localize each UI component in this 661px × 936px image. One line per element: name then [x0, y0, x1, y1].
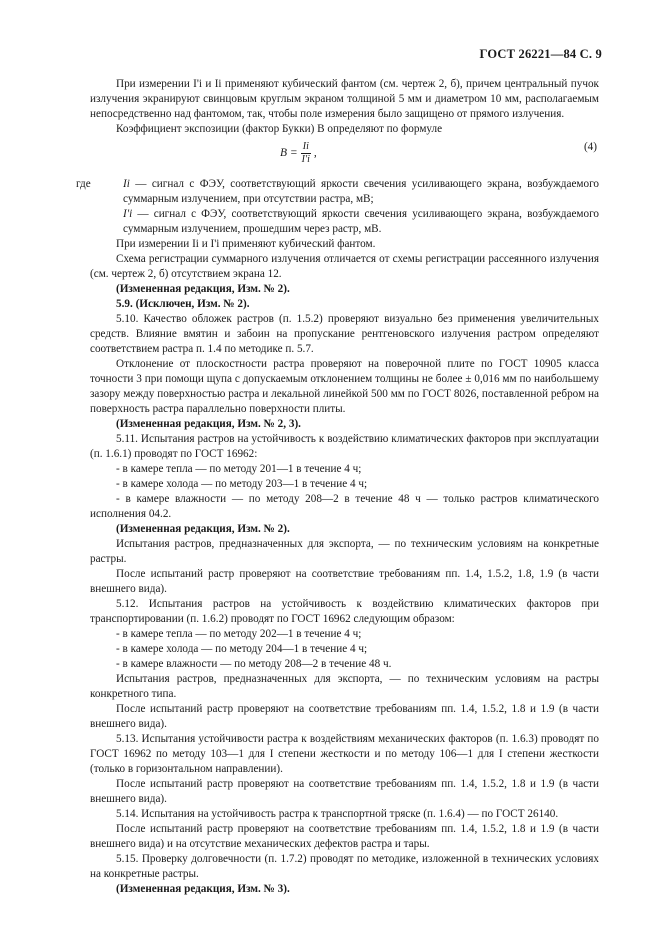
paragraph: После испытаний растр проверяют на соответствие требованиям пп. 1.4, 1.5.2, 1.8 и 1.9 (в части внешнего вида) и на отсутствие механических дефектов растра и тары. — [90, 823, 599, 850]
paragraph: Испытания растров, предназначенных для экспорта, — по техническим условиям на растры конкретного типа. — [90, 673, 599, 700]
section-5-11: 5.11. Испытания растров на устойчивость к воздействию климатических факторов при эксплуатации (п. 1.6.1) проводят по ГОСТ 16962: — [90, 433, 599, 460]
list-item: - в камере влажности — по методу 208—2 в течение 48 ч. — [116, 658, 392, 670]
section-5-15: 5.15. Проверку долговечности (п. 1.7.2) проводят по методике, изложенной в технических условиях на конкретные растры. — [90, 853, 599, 880]
amendment-note: (Измененная редакция, Изм. № 2). — [116, 523, 290, 535]
section-5-14: 5.14. Испытания на устойчивость растра к транспортной тряске (п. 1.6.4) — по ГОСТ 26140. — [116, 808, 559, 820]
definition-text: — сигнал с ФЭУ, соответствующий яркости свечения усиливающего экрана, возбуждаемого суммарным излучением, прошедшим через растр, мВ. — [123, 208, 599, 235]
section-5-12: 5.12. Испытания растров на устойчивость к воздействию климатических факторов при транспортировании (п. 1.6.2) проводят по ГОСТ 16962 следующим образом: — [90, 598, 599, 625]
formula-fraction — [300, 141, 312, 166]
paragraph: Коэффициент экспозиции (фактор Букки) B определяют по формуле — [116, 123, 443, 135]
paragraph: После испытаний растр проверяют на соответствие требованиям пп. 1.4, 1.5.2, 1.8 и 1.9 (в части внешнего вида). — [90, 778, 599, 805]
definition-item — [90, 207, 599, 237]
paragraph: Испытания растров, предназначенных для экспорта, — по техническим условиям на конкретные растры. — [90, 538, 599, 565]
paragraph: Отклонение от плоскостности растра проверяют на поверочной плите по ГОСТ 10905 класса точности 3 при помощи щупа с допускаемым отклонением толщины не более ± 0,016 мм по наибольшему зазору между поверхностью растра и лекальной линейкой 500 мм по ГОСТ 8026, поставленной ребром на поверхность растра параллельно поверхности плиты. — [90, 358, 599, 415]
document-body — [76, 77, 599, 897]
section-5-13: 5.13. Испытания устойчивости растра к воздействиям механических факторов (п. 1.6.3) проводят по ГОСТ 16962 по методу 103—1 для I степени жесткости и по методу 106—1 для I степени жесткости (только в горизонтальном направлении). — [90, 733, 599, 775]
section-5-10: 5.10. Качество обложек растров (п. 1.5.2) проверяют визуально без применения увеличительных средств. Влияние вмятин и забоин на пропускание рентгеновского излучения растром определяют соответствием растра п. 1.4 по методике п. 5.7. — [90, 313, 599, 355]
paragraph: После испытаний растр проверяют на соответствие требованиям пп. 1.4, 1.5.2, 1.8, 1.9 (в части внешнего вида). — [90, 568, 599, 595]
formula — [280, 141, 317, 166]
formula-lhs: B = — [280, 147, 298, 159]
paragraph: Схема регистрации суммарного излучения отличается от схемы регистрации рассеянного излучения (см. чертеж 2, б) отсутствием экрана 12. — [90, 253, 599, 280]
formula-tail: , — [313, 147, 317, 159]
definition-lead: где — [76, 178, 91, 190]
definition-symbol: Ii — [123, 178, 130, 190]
list-item: - в камере тепла — по методу 202—1 в течение 4 ч; — [116, 628, 362, 640]
page-header: ГОСТ 26221—84 С. 9 — [479, 47, 602, 61]
definition-symbol: I'i — [123, 208, 133, 220]
amendment-note: (Измененная редакция, Изм. № 3). — [116, 883, 290, 895]
paragraph: При измерении I'i и Ii применяют кубический фантом (см. чертеж 2, б), причем центральный пучок излучения экранируют свинцовым круглым экраном толщиной 5 мм и диаметром 10 мм, располагаемым непосредственно над фантомом, так, чтобы поле измерения было защищено от прямого излучения. — [90, 78, 599, 120]
list-item: - в камере холода — по методу 204—1 в течение 4 ч; — [116, 643, 368, 655]
paragraph: При измерении Ii и I'i применяют кубический фантом. — [116, 238, 376, 250]
formula-denominator: I'i — [301, 154, 310, 165]
amendment-note: (Измененная редакция, Изм. № 2, 3). — [116, 418, 301, 430]
definition-item — [76, 177, 599, 207]
list-item: - в камере тепла — по методу 201—1 в течение 4 ч; — [116, 463, 362, 475]
formula-numerator: Ii — [302, 141, 309, 152]
paragraph: После испытаний растр проверяют на соответствие требованиям пп. 1.4, 1.5.2, 1.8 и 1.9 (в части внешнего вида). — [90, 703, 599, 730]
list-item: - в камере влажности — по методу 208—2 в течение 48 ч — только растров климатического исполнения 04.2. — [90, 493, 599, 520]
formula-number: (4) — [583, 141, 597, 153]
list-item: - в камере холода — по методу 203—1 в течение 4 ч; — [116, 478, 368, 490]
definition-text: — сигнал с ФЭУ, соответствующий яркости свечения усиливающего экрана, возбуждаемого суммарным излучением, при отсутствии растра, мВ; — [123, 178, 599, 205]
formula-4 — [90, 137, 599, 177]
section-5-9: 5.9. (Исключен, Изм. № 2). — [116, 298, 250, 310]
amendment-note: (Измененная редакция, Изм. № 2). — [116, 283, 290, 295]
